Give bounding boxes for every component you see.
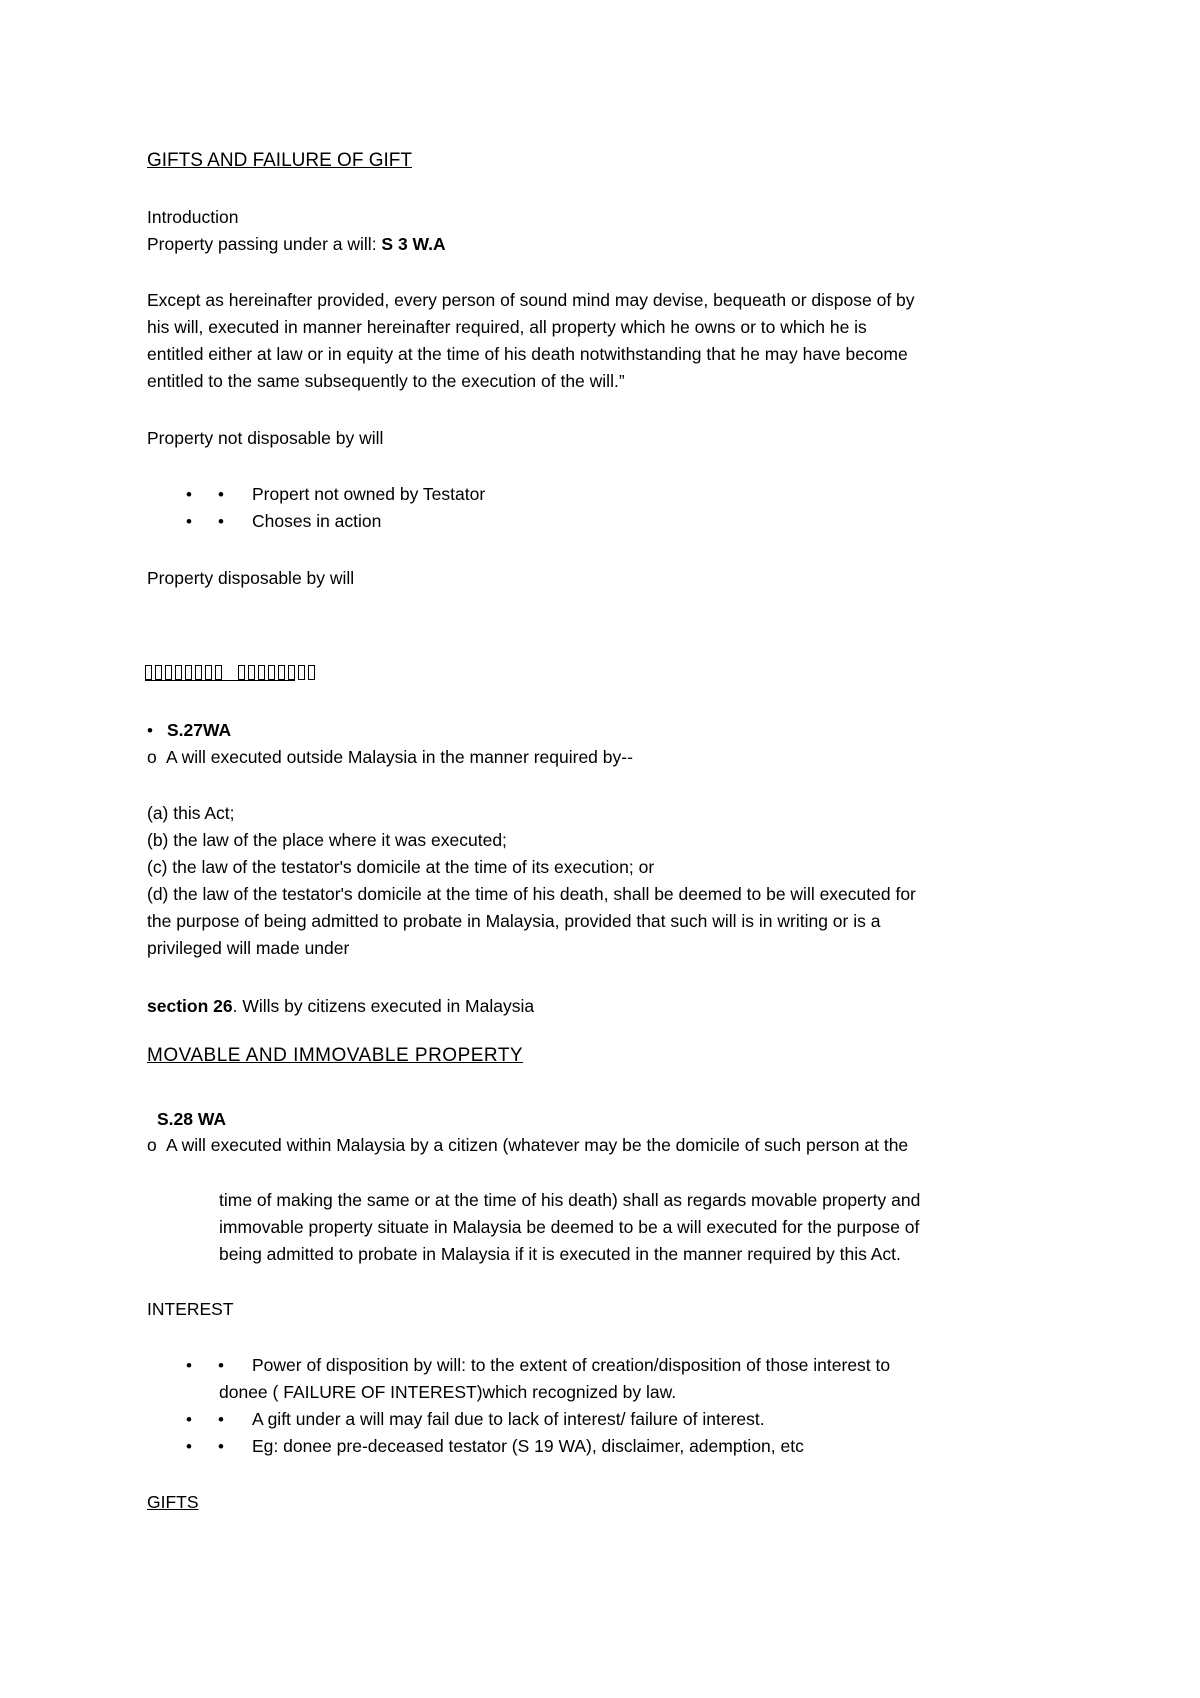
- list-item-continuation: donee ( FAILURE OF INTEREST)which recognized by law.: [219, 1382, 677, 1402]
- bullet-icon: •: [218, 1356, 224, 1375]
- s3-quote-line: his will, executed in manner hereinafter required, all property which he owns or to which he is: [147, 317, 867, 337]
- s28-intro: A will executed within Malaysia by a citizen (whatever may be the domicile of such person at the: [166, 1135, 909, 1155]
- missing-glyph-icon: [205, 665, 212, 680]
- property-passing-text: Property passing under a will:: [147, 234, 382, 254]
- disposable-heading: Property disposable by will: [147, 568, 355, 588]
- list-item: Propert not owned by Testator: [252, 484, 486, 504]
- list-item: Power of disposition by will: to the extent of creation/disposition of those interest to: [252, 1355, 891, 1375]
- s28-body-line: time of making the same or at the time of his death) shall as regards movable property and: [219, 1190, 921, 1210]
- s27-heading: S.27WA: [167, 720, 232, 740]
- missing-glyph-icon: [155, 665, 162, 680]
- s27-item: (b) the law of the place where it was executed;: [147, 830, 507, 850]
- s27-item: (a) this Act;: [147, 803, 235, 823]
- missing-glyph-icon: [268, 665, 275, 680]
- intro-heading: Introduction: [147, 207, 239, 227]
- bullet-icon: •: [186, 485, 192, 504]
- missing-glyph-icon: [165, 665, 172, 680]
- s26-ref: section 26: [147, 996, 233, 1016]
- s27-intro: A will executed outside Malaysia in the manner required by--: [166, 747, 633, 767]
- list-item: Eg: donee pre-deceased testator (S 19 WA), disclaimer, ademption, etc: [252, 1436, 804, 1456]
- missing-glyph-icon: [288, 665, 295, 680]
- list-item: Choses in action: [252, 511, 382, 531]
- s27-item: (c) the law of the testator's domicile at the time of its execution; or: [147, 857, 655, 877]
- missing-glyph-heading: [145, 660, 315, 680]
- s27-item: privileged will made under: [147, 938, 350, 958]
- bullet-icon: •: [218, 512, 224, 531]
- s26-text: . Wills by citizens executed in Malaysia: [232, 996, 535, 1016]
- missing-glyph-icon: [278, 665, 285, 680]
- missing-glyph-icon: [175, 665, 182, 680]
- bullet-icon: •: [218, 485, 224, 504]
- property-passing-ref: S 3 W.A: [381, 234, 446, 254]
- s28-heading: S.28 WA: [157, 1109, 227, 1129]
- bullet-icon: •: [186, 1437, 192, 1456]
- missing-glyph-icon: [185, 665, 192, 680]
- missing-glyph-icon: [258, 665, 265, 680]
- interest-heading: INTEREST: [147, 1299, 234, 1319]
- s3-quote: [147, 287, 915, 395]
- circle-bullet-icon: o: [147, 747, 157, 767]
- s3-quote-line: entitled either at law or in equity at the time of his death notwithstanding that he may have become: [147, 344, 908, 364]
- missing-glyph-icon: [215, 665, 222, 680]
- bullet-icon: •: [186, 512, 192, 531]
- s3-quote-line: Except as hereinafter provided, every person of sound mind may devise, bequeath or dispose of by: [147, 290, 915, 310]
- s28-body: [219, 1187, 920, 1268]
- gifts-heading: GIFTS: [147, 1492, 199, 1512]
- missing-glyph-icon: [298, 665, 305, 680]
- not-disposable-heading: Property not disposable by will: [147, 428, 384, 448]
- missing-glyph-icon: [248, 665, 255, 680]
- bullet-icon: •: [147, 721, 153, 740]
- s27-item: (d) the law of the testator's domicile at the time of his death, shall be deemed to be will executed for: [147, 884, 916, 904]
- bullet-icon: •: [186, 1410, 192, 1429]
- missing-glyph-icon: [308, 665, 315, 680]
- circle-bullet-icon: o: [147, 1135, 157, 1155]
- missing-glyph-icon: [238, 665, 245, 680]
- s28-body-line: being admitted to probate in Malaysia if it is executed in the manner required by this Act.: [219, 1244, 901, 1264]
- missing-glyph-icon: [195, 665, 202, 680]
- s27-item: the purpose of being admitted to probate in Malaysia, provided that such will is in writing or is a: [147, 911, 881, 931]
- movable-heading: MOVABLE AND IMMOVABLE PROPERTY: [147, 1045, 524, 1066]
- property-passing-line: [147, 231, 446, 258]
- s27-items: [147, 800, 916, 962]
- s28-body-line: immovable property situate in Malaysia be deemed to be a will executed for the purpose of: [219, 1217, 920, 1237]
- bullet-icon: •: [218, 1437, 224, 1456]
- heading-underline: [145, 680, 295, 681]
- bullet-icon: •: [218, 1410, 224, 1429]
- s26-line: [147, 993, 534, 1020]
- list-item: A gift under a will may fail due to lack of interest/ failure of interest.: [252, 1409, 765, 1429]
- s3-quote-line: entitled to the same subsequently to the execution of the will.”: [147, 371, 625, 391]
- document-title: GIFTS AND FAILURE OF GIFT: [147, 150, 412, 171]
- bullet-icon: •: [186, 1356, 192, 1375]
- missing-glyph-icon: [145, 665, 152, 680]
